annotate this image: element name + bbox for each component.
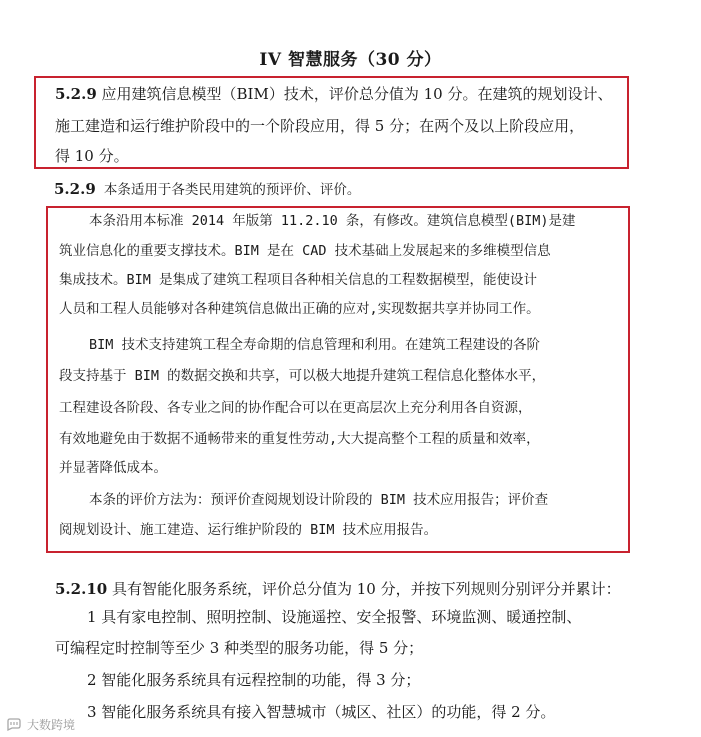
commentary-line: 段支持基于 BIM 的数据交换和共享，可以极大地提升建筑工程信息化整体水平， [59, 368, 546, 384]
commentary-line: 人员和工程人员能够对各种建筑信息做出正确的应对,实现数据共享并协同工作。 [59, 301, 540, 317]
clause-529-line-2: 施工建造和运行维护阶段中的一个阶段应用，得 5 分；在两个及以上阶段应用， [55, 117, 585, 135]
commentary-line: 本条沿用本标准 2014 年版第 11.2.10 条，有修改。建筑信息模型(BIM)是建 [89, 213, 576, 229]
clause-529-line-1: 5.2.9 应用建筑信息模型（BIM）技术，评价总分值为 10 分。在建筑的规划设计、 [55, 85, 613, 103]
clause-number: 5.2.10 [55, 580, 108, 598]
commentary-line: 有效地避免由于数据不通畅带来的重复性劳动,大大提高整个工程的质量和效率， [59, 431, 540, 447]
clause-5210-line-2: 1 具有家电控制、照明控制、设施遥控、安全报警、环境监测、暖通控制、 [87, 608, 582, 626]
section-title: IV 智慧服务（30 分） [259, 50, 442, 70]
commentary-line: 集成技术。BIM 是集成了建筑工程项目各种相关信息的工程数据模型，能使设计 [59, 272, 538, 288]
clause-5210-line-3: 可编程定时控制等至少 3 种类型的服务功能，得 5 分； [55, 639, 424, 657]
commentary-line: 并显著降低成本。 [59, 460, 167, 476]
commentary-line: 阅规划设计、施工建造、运行维护阶段的 BIM 技术应用报告。 [59, 522, 438, 538]
commentary-line: 工程建设各阶段、各专业之间的协作配合可以在更高层次上充分利用各自资源， [59, 400, 532, 416]
watermark-logo-icon [6, 718, 22, 732]
clause-5210-line-1: 5.2.10 具有智能化服务系统，评价总分值为 10 分，并按下列规则分别评分并累计： [55, 580, 621, 598]
commentary-line: 筑业信息化的重要支撑技术。BIM 是在 CAD 技术基础上发展起来的多维模型信息 [59, 243, 551, 259]
watermark [6, 716, 75, 733]
clause-5210-line-4: 2 智能化服务系统具有远程控制的功能，得 3 分； [87, 671, 421, 689]
clause-number: 5.2.9 [55, 85, 97, 103]
commentary-line: BIM 技术支持建筑工程全寿命期的信息管理和利用。在建筑工程建设的各阶 [89, 337, 541, 353]
clause-529-line-3: 得 10 分。 [55, 147, 129, 165]
commentary-line: 本条的评价方法为：预评价查阅规划设计阶段的 BIM 技术应用报告；评价查 [89, 492, 549, 508]
clause-5210-line-5: 3 智能化服务系统具有接入智慧城市（城区、社区）的功能，得 2 分。 [87, 703, 556, 721]
watermark-text: 大数跨境 [27, 718, 76, 732]
commentary-intro: 5.2.9 本条适用于各类民用建筑的预评价、评价。 [54, 180, 361, 198]
commentary-number: 5.2.9 [54, 180, 96, 198]
